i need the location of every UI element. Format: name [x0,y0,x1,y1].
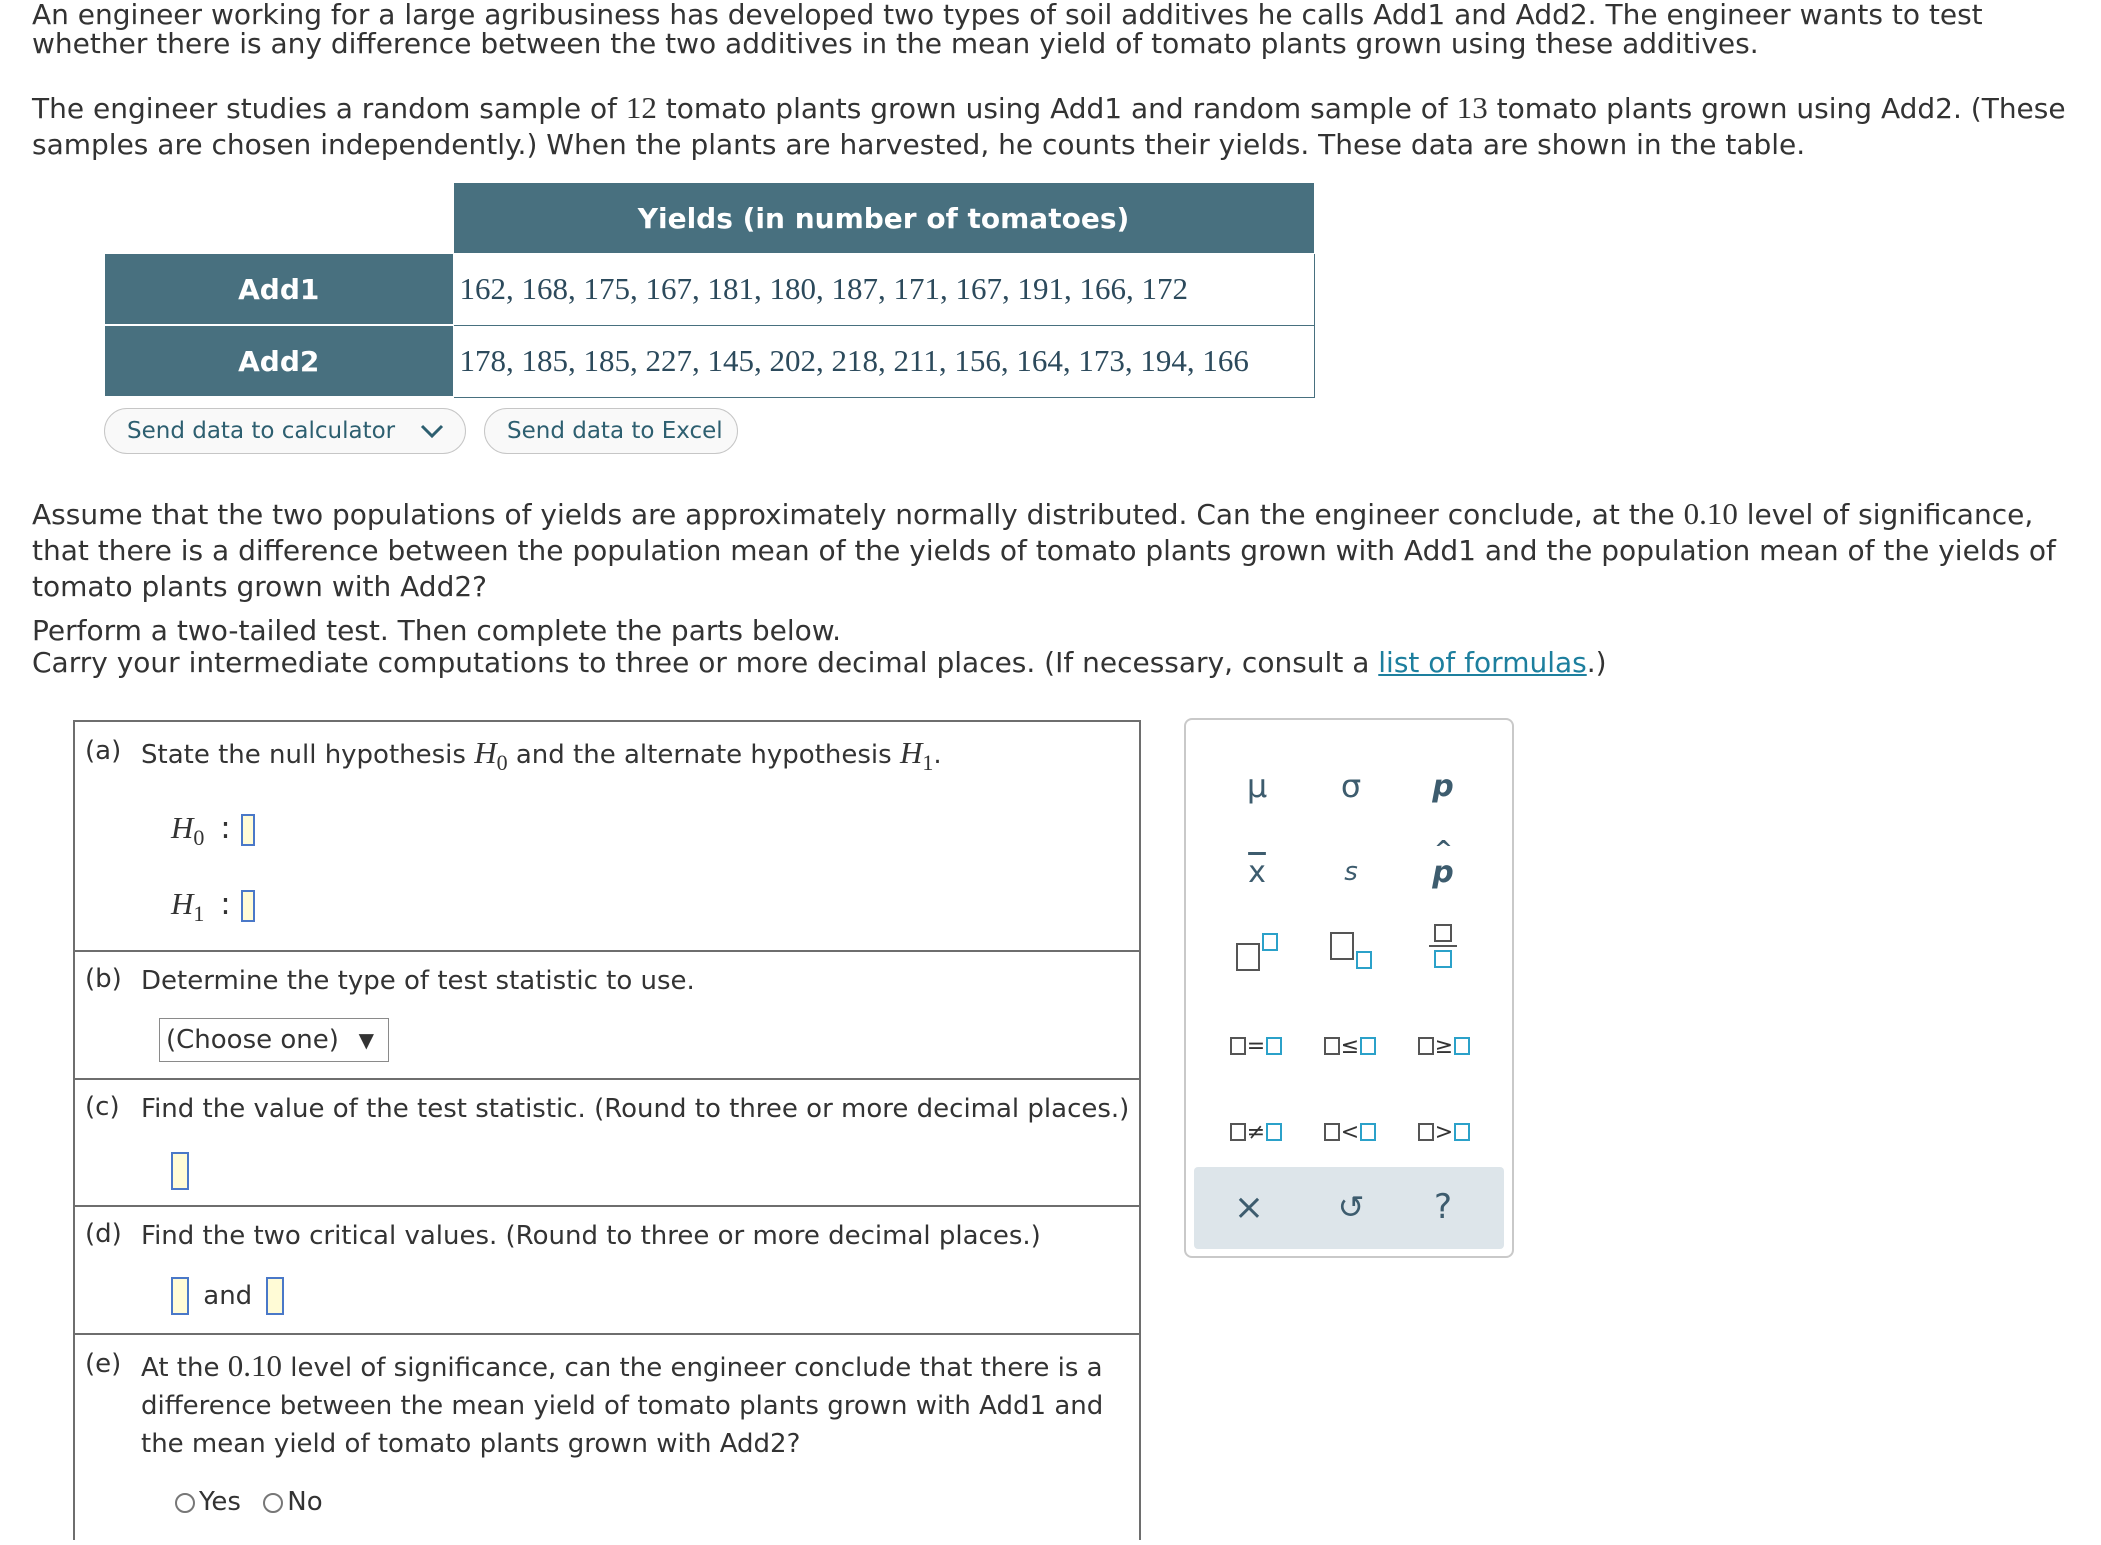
not-equal-button[interactable]: ≠ [1214,1102,1298,1162]
intro-paragraph-1: An engineer working for a large agribusiness has developed two types of soil additives he calls Add1 and Add2. The engineer wants to test whether there is any difference between the two additives in the mean yield of tomato plants grown using these additives. [32,0,1983,60]
h0-input[interactable] [241,814,255,846]
test-statistic-select-value: (Choose one) [166,1025,339,1055]
h0-symbol: $H_0$ [171,810,205,851]
chevron-down-icon [419,422,445,440]
part-d [75,1207,1139,1335]
math-palette [1184,718,1514,1258]
intro-paragraph-2: The engineer studies a random sample of 12 tomato plants grown using Add1 and random sample of 13 tomato plants grown using Add2. (These samples are chosen independently.) When the plants are harvested, he counts their yields. These data are shown in the table. [32,90,2066,161]
h1-symbol: $H_1$ [171,886,205,927]
less-equal-button[interactable]: ≤ [1308,1016,1392,1076]
xbar-button[interactable]: $\overline{x}$ [1248,854,1266,890]
help-icon[interactable]: ? [1433,1187,1453,1227]
superscript-button[interactable] [1222,920,1292,980]
phat-button[interactable]: ^ p [1432,836,1454,890]
perform-line-2: Carry your intermediate computations to three or more decimal places. (If necessary, consult a list of formulas.) [32,646,1607,679]
part-b [75,952,1139,1080]
h1-colon: : [220,886,231,922]
subscript-button[interactable] [1316,920,1386,980]
part-b-question: Determine the type of test statistic to use. [141,966,695,996]
part-d-question: Find the two critical values. (Round to three or more decimal places.) [141,1221,1041,1251]
row-values-add1: 162, 168, 175, 167, 181, 180, 187, 171, 167, 191, 166, 172 [453,254,1314,326]
send-to-excel-label: Send data to Excel [507,418,723,444]
yields-table [104,182,1315,398]
part-c [75,1080,1139,1207]
no-option[interactable]: No [263,1487,322,1517]
fraction-button[interactable] [1408,916,1478,976]
undo-icon[interactable]: ↺ [1337,1188,1365,1226]
p-button[interactable]: p [1432,768,1454,804]
greater-than-button[interactable]: > [1402,1102,1486,1162]
send-to-calculator-label: Send data to calculator [127,418,396,444]
sigma-button[interactable]: σ [1340,767,1362,805]
test-statistic-input[interactable] [171,1152,189,1190]
part-e-question: At the 0.10 level of significance, can the engineer conclude that there is a difference between the mean yield of tomato plants grown with Add1 and the mean yield of tomato plants grown with Add2? [141,1348,1104,1459]
part-b-label: (b) [85,964,122,994]
and-label: and [203,1280,253,1311]
critical-value-1-input[interactable] [171,1277,189,1315]
yes-no-row [175,1487,323,1517]
dropdown-triangle-icon: ▼ [358,1028,374,1052]
part-c-label: (c) [85,1092,120,1122]
mu-button[interactable]: μ [1246,767,1268,805]
test-statistic-select[interactable] [159,1018,389,1062]
part-d-label: (d) [85,1219,122,1249]
h1-row [171,886,255,927]
s-button[interactable]: s [1344,857,1358,887]
less-than-button[interactable]: < [1308,1102,1392,1162]
row-label-add2: Add2 [105,325,454,397]
clear-icon[interactable]: × [1233,1186,1265,1228]
palette-actions [1194,1167,1504,1249]
formulas-link[interactable]: list of formulas [1378,646,1587,679]
part-a-question: State the null hypothesis $H_0$ and the alternate hypothesis $H_1$. [141,735,942,776]
greater-equal-button[interactable]: ≥ [1402,1016,1486,1076]
assume-paragraph: Assume that the two populations of yields are approximately normally distributed. Can the engineer conclude, at the 0.10 level of significance, that there is a difference between the population mean of the yields of tomato plants grown with Add1 and the population mean of the yields of tomato plants grown with Add2? [32,496,2056,603]
row-values-add2: 178, 185, 185, 227, 145, 202, 218, 211, 156, 164, 173, 194, 166 [453,325,1314,397]
perform-line-1: Perform a two-tailed test. Then complete the parts below. [32,614,841,647]
table-header: Yields (in number of tomatoes) [453,183,1314,254]
part-e-label: (e) [85,1349,122,1379]
h0-row [171,810,255,851]
row-label-add1: Add1 [105,254,454,326]
yes-radio[interactable] [175,1493,195,1513]
part-a-label: (a) [85,736,122,766]
question-box [73,720,1141,1540]
send-to-calculator-button[interactable] [104,408,466,454]
h0-colon: : [220,810,231,846]
h1-input[interactable] [241,890,255,922]
yes-option[interactable]: Yes [175,1487,241,1517]
critical-value-2-input[interactable] [266,1277,284,1315]
no-radio[interactable] [263,1493,283,1513]
part-a [75,722,1139,952]
equals-button[interactable]: = [1214,1016,1298,1076]
critical-values-row [171,1277,284,1315]
send-to-excel-button[interactable] [484,408,738,454]
part-e [75,1335,1139,1545]
part-c-question: Find the value of the test statistic. (Round to three or more decimal places.) [141,1094,1130,1124]
